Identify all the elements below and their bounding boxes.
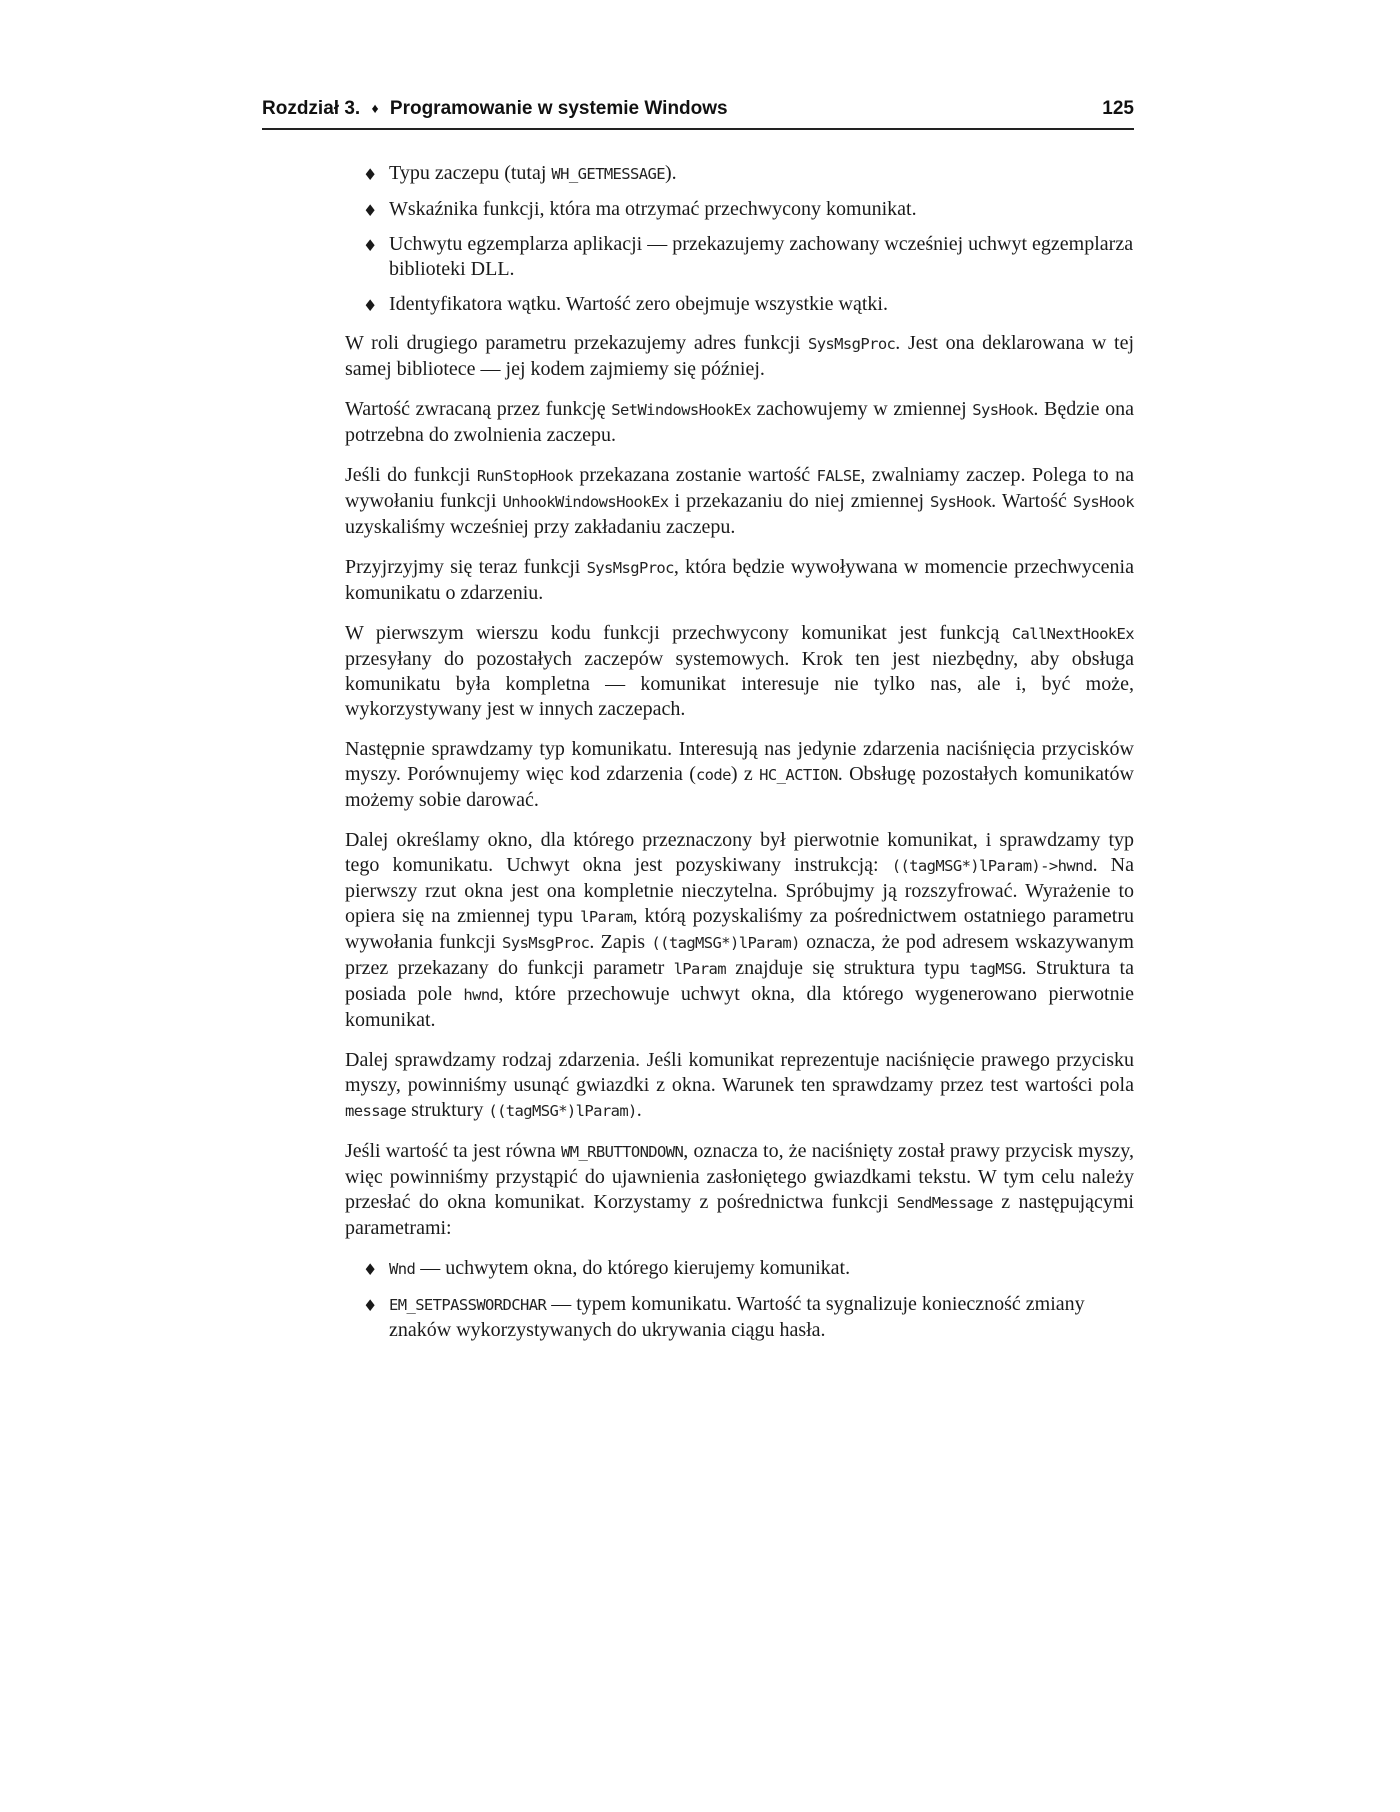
paragraph [345,621,1134,722]
text-run: W roli drugiego parametru przekazujemy adres funkcji [345,332,808,354]
code-term: SysMsgProc [807,335,896,353]
chapter-title: Programowanie w systemie Windows [389,98,728,119]
text-run: zachowujemy w zmiennej [750,398,973,420]
code-term: code [695,766,731,784]
text-run: . Jest ona deklarowana w tej samej bibliotece — jej kodem zajmiemy się później. [345,332,1134,380]
paragraph [345,828,1134,1033]
text-run: ) z [730,763,760,785]
text-run: . Na pierwszy rzut okna jest ona kompletnie nieczytelna. Spróbujmy ją rozszyfrować. Wyrażenie to opiera się na zmiennej typu [345,854,1134,927]
list-item-text: — typem komunikatu. Wartość ta sygnalizuje konieczność zmiany znaków wykorzystywanych do ukrywania ciągu hasła. [389,1293,1085,1341]
diamond-bullet-icon: ♦ [363,165,378,184]
code-term: UnhookWindowsHookEx [502,493,669,511]
code-term: SysMsgProc [586,559,674,577]
code-term: tagMSG [969,960,1022,978]
code-term: SysHook [1072,493,1135,511]
chapter-label: Rozdział 3. [262,98,361,119]
list-item [345,1256,1134,1282]
page-body [345,161,1134,1357]
text-run: Wartość zwracaną przez funkcję [345,398,612,420]
code-term: WH_GETMESSAGE [551,165,665,183]
running-header [262,98,1134,130]
text-run: Jeśli wartość ta jest równa [345,1140,561,1162]
text-run: przekazana zostanie wartość [572,464,817,486]
code-term: ((tagMSG*)lParam) [651,934,800,952]
text-run: znajduje się struktura typu [725,957,970,979]
text-run: Dalej określamy okno, dla którego przeznaczony był pierwotnie komunikat, i sprawdzamy typ tego komunikatu. Uchwyt okna jest pozyskiwany instrukcją: [345,829,1134,876]
code-term: CallNextHookEx [1011,625,1134,643]
code-term: lParam [673,960,726,978]
list-item [345,232,1134,282]
code-term: FALSE [816,467,861,485]
code-term: SetWindowsHookEx [611,401,751,419]
bullet-list-sendmessage-params [345,1256,1134,1343]
text-run: uzyskaliśmy wcześniej przy zakładaniu zaczepu. [345,516,736,538]
text-run: Dalej sprawdzamy rodzaj zdarzenia. Jeśli komunikat reprezentuje naciśnięcie prawego przycisku myszy, powinniśmy usunąć gwiazdki z okna. Warunek ten sprawdzamy przez test wartości pola [345,1049,1134,1096]
paragraph [345,737,1134,813]
text-run: . Obsługę pozostałych komunikatów możemy sobie darować. [345,763,1135,811]
text-run: . Struktura ta posiada pole [345,957,1134,1005]
text-run: struktury [406,1099,489,1121]
header-diamond-icon: ♦ [371,100,379,116]
text-run: z następującymi parametrami: [345,1191,1134,1239]
code-term: ((tagMSG*)lParam)->hwnd [891,857,1093,875]
text-run: oznacza, że pod adresem wskazywanym przez przekazany do funkcji parametr [345,931,1134,979]
code-term: SysMsgProc [502,934,590,952]
list-item-text: — uchwytem okna, do którego kierujemy komunikat. [415,1257,851,1279]
paragraph [345,397,1134,448]
code-term: SysHook [972,401,1034,419]
code-term: WM_RBUTTONDOWN [560,1143,684,1161]
text-run: W pierwszym wierszu kodu funkcji przechwycony komunikat jest funkcją [345,622,1012,644]
paragraph [345,1048,1134,1124]
code-term: RunStopHook [476,467,573,485]
list-item-text: Uchwytu egzemplarza aplikacji — przekazujemy zachowany wcześniej uchwyt egzemplarza biblioteki DLL. [389,233,1134,280]
diamond-bullet-icon: ♦ [363,296,378,315]
list-item-text: Identyfikatora wątku. Wartość zero obejmuje wszystkie wątki. [389,293,888,315]
text-run: . Będzie ona potrzebna do zwolnienia zaczepu. [345,398,1135,446]
code-term: Wnd [389,1260,416,1278]
paragraph [345,331,1134,382]
list-item-text: ). [664,162,677,184]
text-run: . Wartość [991,490,1073,512]
text-run: Przyjrzyjmy się teraz funkcji [345,556,587,578]
diamond-bullet-icon: ♦ [363,1296,378,1315]
code-term: EM_SETPASSWORDCHAR [389,1296,547,1314]
text-run: Następnie sprawdzamy typ komunikatu. Interesują nas jedynie zdarzenia naciśnięcia przycisków myszy. Porównujemy więc kod zdarzenia ( [345,738,1134,785]
list-item [345,161,1134,187]
list-item [345,292,1134,317]
diamond-bullet-icon: ♦ [363,236,378,255]
code-term: lParam [580,908,633,926]
list-item-text: Typu zaczepu (tutaj [389,162,552,184]
page-number: 125 [1102,98,1134,119]
text-run: , zwalniamy zaczep. Polega to na wywołaniu funkcji [345,464,1134,512]
diamond-bullet-icon: ♦ [363,1260,378,1279]
code-term: SendMessage [896,1194,993,1212]
diamond-bullet-icon: ♦ [363,201,378,220]
list-item [345,197,1134,222]
code-term: HC_ACTION [759,766,838,784]
text-run: , które przechowuje uchwyt okna, dla którego wygenerowano pierwotnie komunikat. [345,983,1135,1031]
text-run: . Zapis [589,931,652,953]
paragraph [345,1139,1134,1241]
text-run: Jeśli do funkcji [345,464,477,486]
text-run: , którą pozyskaliśmy za pośrednictwem ostatniego parametru wywołania funkcji [345,905,1135,953]
code-term: SysHook [930,493,992,511]
paragraph [345,463,1134,540]
text-run: i przekazaniu do niej zmiennej [668,490,931,512]
text-run: , która będzie wywoływana w momencie przechwycenia komunikatu o zdarzeniu. [345,556,1134,604]
text-run: . [636,1099,642,1121]
code-term: hwnd [463,986,499,1004]
list-item [345,1292,1134,1343]
text-run: przesyłany do pozostałych zaczepów systemowych. Krok ten jest niezbędny, aby obsługa komunikatu była kompletna — komunikat interesuje nie tylko nas, ale i, być może, wykorzystywany jest w innych zaczepach. [345,648,1134,720]
code-term: ((tagMSG*)lParam) [488,1102,637,1120]
header-title-group [262,98,728,120]
text-run: , oznacza to, że naciśnięty został prawy przycisk myszy, więc powinniśmy przystąpić do ujawnienia zasłoniętego gwiazdkami tekstu. W tym celu należy przesłać do okna komunikat. Korzystamy z pośrednictwa funkcji [345,1140,1134,1213]
list-item-text: Wskaźnika funkcji, która ma otrzymać przechwycony komunikat. [389,198,917,220]
code-term: message [345,1102,407,1120]
paragraph [345,555,1134,606]
bullet-list-hook-params [345,161,1134,317]
